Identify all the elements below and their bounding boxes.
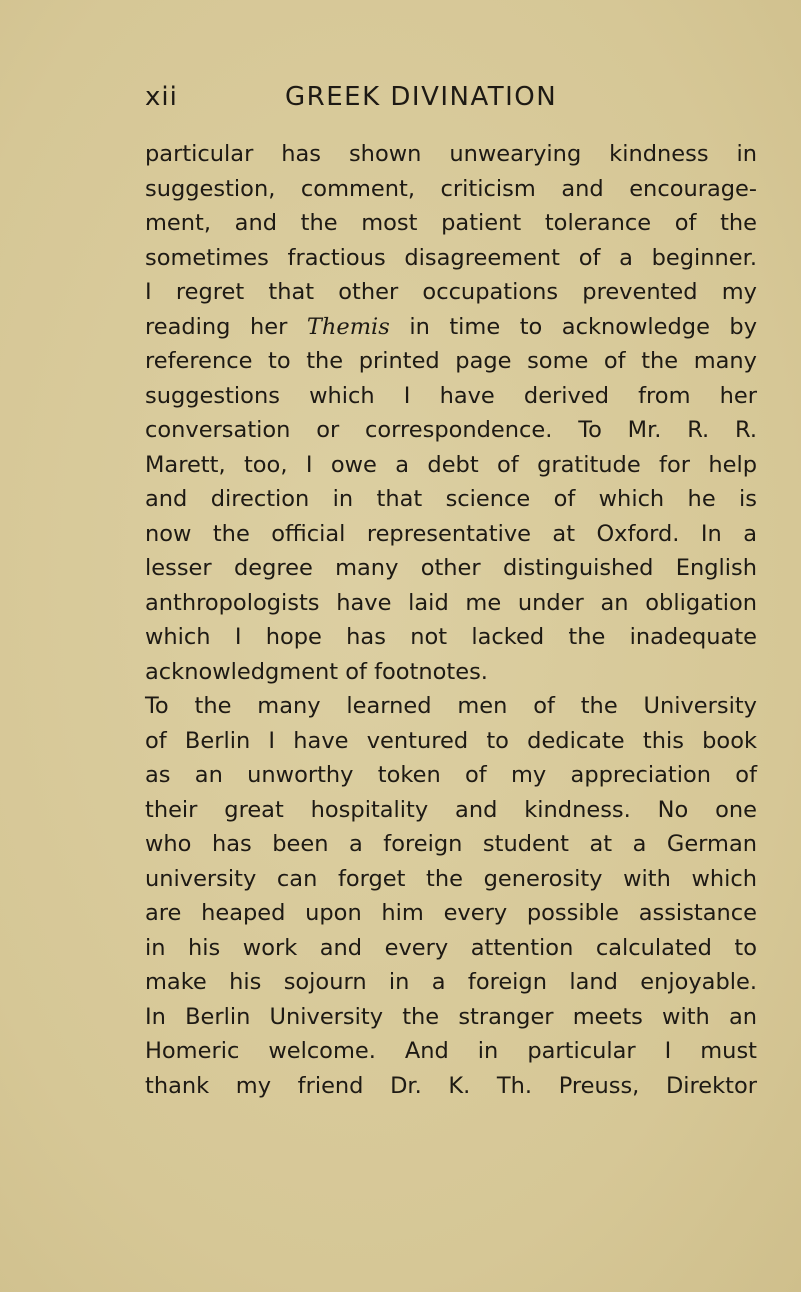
text-line: as an unworthy token of my appreciation of	[145, 762, 757, 788]
text-line: suggestions which I have derived from her	[145, 382, 757, 409]
text-line: Homeric welcome. And in particular I must	[145, 1038, 757, 1064]
text-line: are heaped upon him every possible assistance	[145, 900, 757, 926]
text-line: which I hope has not lacked the inadequate	[145, 624, 757, 650]
text-fragment: reading her	[145, 313, 288, 340]
page-number: xii	[145, 82, 178, 112]
text-line: who has been a foreign student at a German	[145, 831, 757, 857]
text-line: thank my friend Dr. K. Th. Preuss, Direktor	[145, 1072, 757, 1099]
text-line: in his work and every attention calculated to	[145, 934, 757, 961]
text-line: suggestion, comment, criticism and encourage-	[145, 175, 757, 202]
text-line: particular has shown unwearying kindness in	[145, 141, 757, 167]
text-fragment: in time to acknowledge by	[409, 313, 758, 340]
text-line: lesser degree many other distinguished English	[145, 555, 757, 581]
text-line: anthropologists have laid me under an obligation	[145, 589, 757, 616]
text-line: sometimes fractious disagreement of a beginner.	[145, 244, 757, 271]
text-line: reference to the printed page some of the many	[145, 348, 757, 374]
text-line: conversation or correspondence. To Mr. R. R.	[145, 417, 757, 443]
text-line: now the official representative at Oxford. In a	[145, 520, 757, 547]
text-line: and direction in that science of which he is	[145, 486, 757, 512]
text-line: Marett, too, I owe a debt of gratitude for help	[145, 451, 757, 478]
text-line: ment, and the most patient tolerance of the	[145, 210, 757, 236]
text-line: I regret that other occupations prevented my	[145, 279, 757, 305]
text-line: To the many learned men of the University	[145, 693, 757, 719]
text-line: make his sojourn in a foreign land enjoyable.	[145, 969, 757, 995]
text-line: their great hospitality and kindness. No one	[145, 796, 757, 823]
text-line	[145, 310, 757, 345]
text-line: In Berlin University the stranger meets with an	[145, 1003, 757, 1030]
text-line: university can forget the generosity with which	[145, 865, 757, 892]
running-head: GREEK DIVINATION	[285, 82, 558, 112]
body-text	[145, 137, 757, 1103]
text-line: of Berlin I have ventured to dedicate this book	[145, 727, 757, 754]
italic-title-themis: Themis	[306, 313, 390, 340]
text-line: acknowledgment of footnotes.	[145, 658, 488, 685]
page-header	[145, 82, 780, 122]
